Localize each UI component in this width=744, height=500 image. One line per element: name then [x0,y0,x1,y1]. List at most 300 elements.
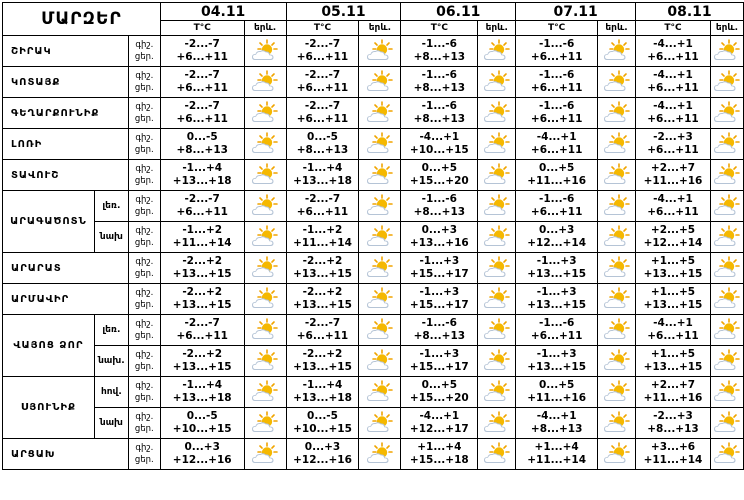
night-temp: 0...+3 [184,441,220,453]
temperature-cell [286,284,359,315]
period-labels [128,346,160,377]
day-temp: +10...+15 [293,423,352,435]
day-temp: +6...+11 [530,51,583,63]
partly-cloudy-sun-icon [711,318,743,342]
temperature-cell [160,377,244,408]
night-temp: -2...+2 [182,286,223,298]
day-temp: +13...+18 [172,392,232,404]
night-temp: -1...+3 [536,348,577,360]
day-temp: +6...+11 [530,330,583,342]
region-name: ԱՐԱՐԱՏ [3,253,129,284]
day-temp: +6...+11 [530,206,583,218]
temperature-cell [401,222,478,253]
night-temp: -2...-7 [184,38,220,50]
day-temp: +11...+16 [643,392,703,404]
day-temp: +12...+16 [172,454,232,466]
partly-cloudy-sun-icon [711,39,743,63]
weather-cell [244,222,286,253]
temperature-cell [286,160,359,191]
temperature-cell [286,98,359,129]
weather-cell [478,36,516,67]
weather-cell [478,253,516,284]
night-temp: +1...+5 [650,286,696,298]
weather-cell [359,377,401,408]
night-temp: -1...-6 [421,193,457,205]
partly-cloudy-sun-icon [478,39,515,63]
weather-cell [359,284,401,315]
weather-cell [359,160,401,191]
temperature-cell [516,377,598,408]
period-labels [128,439,160,470]
night-label: գիշ. [135,133,154,143]
night-temp: -2...-7 [304,193,341,205]
day-label: ցեր. [134,176,154,186]
temperature-cell [286,191,359,222]
night-label: գիշ. [135,381,154,391]
day-temp: +11...+14 [293,237,352,249]
day-temp: +13...+16 [409,237,469,249]
partly-cloudy-sun-icon [245,70,286,94]
night-temp: -4...+1 [419,410,460,422]
night-temp: -1...-6 [539,193,575,205]
day-temp: +13...+15 [643,299,703,311]
partly-cloudy-sun-icon [478,194,515,218]
region-name: ԱՐՑԱԽ [3,439,129,470]
day-temp: +15...+20 [409,175,469,187]
day-temp: +12...+16 [293,454,352,466]
region-row [3,377,744,408]
weather-cell [359,67,401,98]
weather-cell [710,284,743,315]
region-row [3,129,744,160]
weather-cell [710,129,743,160]
temperature-cell [401,408,478,439]
day-label: ցեր. [134,114,154,124]
region-name: ՇԻՐԱԿ [3,36,129,67]
weather-cell [598,129,636,160]
night-temp: +1...+4 [417,441,462,453]
partly-cloudy-sun-icon [711,163,743,187]
weather-cell [478,346,516,377]
weather-cell [710,160,743,191]
night-temp: -4...+1 [419,131,460,143]
night-temp: -2...-7 [304,38,341,50]
partly-cloudy-sun-icon [359,287,400,311]
partly-cloudy-sun-icon [359,318,400,342]
day-temp: +13...+15 [643,268,703,280]
weather-cell [244,67,286,98]
night-temp: -1...+4 [182,379,223,391]
temperature-cell [636,315,711,346]
temperature-cell [636,222,711,253]
day-label: ցեր. [134,238,154,248]
day-temp: +8...+13 [413,82,466,94]
weather-cell [359,36,401,67]
temperature-cell [516,160,598,191]
date-header: 04.11 [160,3,286,21]
night-temp: -1...+2 [302,224,343,236]
night-temp: -4...+1 [536,131,577,143]
weather-cell [598,377,636,408]
day-temp: +6...+11 [296,113,349,125]
period-labels [128,67,160,98]
partly-cloudy-sun-icon [598,70,635,94]
day-temp: +13...+15 [293,299,352,311]
day-temp: +6...+11 [647,144,699,156]
night-temp: -1...+3 [419,255,460,267]
partly-cloudy-sun-icon [245,132,286,156]
night-temp: -1...+4 [182,162,223,174]
night-label: գիշ. [135,412,154,422]
weather-cell [244,191,286,222]
night-temp: 0...-5 [307,131,338,143]
period-labels [128,408,160,439]
weather-col-header: երև. [244,21,286,36]
night-temp: +2...+5 [650,224,696,236]
day-label: ցեր. [134,207,154,217]
day-temp: +15...+17 [409,361,469,373]
night-temp: 0...+5 [421,162,458,174]
temperature-cell [401,129,478,160]
subzone-name: նախ [94,222,128,253]
day-temp: +6...+11 [530,113,583,125]
region-name: ՍՅՈՒՆԻՔ [3,377,95,439]
temperature-cell [401,36,478,67]
partly-cloudy-sun-icon [711,256,743,280]
night-label: գիշ. [135,350,154,360]
partly-cloudy-sun-icon [598,39,635,63]
partly-cloudy-sun-icon [245,287,286,311]
day-temp: +6...+11 [296,206,349,218]
day-temp: +6...+11 [176,113,228,125]
day-temp: +10...+15 [172,423,232,435]
partly-cloudy-sun-icon [711,225,743,249]
night-label: գիշ. [135,164,154,174]
day-temp: +13...+15 [527,361,587,373]
day-temp: +15...+17 [409,268,469,280]
temperature-cell [636,346,711,377]
temperature-cell [401,160,478,191]
weather-cell [359,222,401,253]
partly-cloudy-sun-icon [598,380,635,404]
night-temp: -1...-6 [421,69,457,81]
temperature-cell [636,36,711,67]
partly-cloudy-sun-icon [711,70,743,94]
partly-cloudy-sun-icon [245,101,286,125]
weather-cell [598,408,636,439]
day-temp: +6...+11 [647,330,699,342]
day-temp: +6...+11 [647,113,699,125]
night-temp: -1...+3 [419,348,460,360]
day-temp: +12...+14 [527,237,587,249]
day-label: ցեր. [134,362,154,372]
period-labels [128,36,160,67]
weather-cell [244,439,286,470]
temperature-cell [160,284,244,315]
weather-cell [598,98,636,129]
temperature-cell [516,191,598,222]
weather-col-header: երև. [598,21,636,36]
night-temp: 0...+5 [421,379,458,391]
weather-cell [478,129,516,160]
region-row [3,315,744,346]
night-temp: 0...+5 [538,162,575,174]
partly-cloudy-sun-icon [711,442,743,466]
partly-cloudy-sun-icon [711,380,743,404]
region-name: ԿՈՏԱՅՔ [3,67,129,98]
region-name: ՎԱՅՈՑ ՁՈՐ [3,315,95,377]
partly-cloudy-sun-icon [598,132,635,156]
weather-cell [244,346,286,377]
temperature-cell [636,160,711,191]
weather-cell [710,346,743,377]
subzone-name: նախ. [94,346,128,377]
weather-cell [598,439,636,470]
day-temp: +12...+14 [643,237,703,249]
weather-cell [359,408,401,439]
temperature-cell [160,160,244,191]
day-temp: +15...+17 [409,299,469,311]
temperature-cell [286,67,359,98]
partly-cloudy-sun-icon [359,411,400,435]
partly-cloudy-sun-icon [478,70,515,94]
day-temp: +11...+16 [527,392,587,404]
day-temp: +13...+15 [293,361,352,373]
night-temp: -2...-7 [184,100,220,112]
partly-cloudy-sun-icon [478,411,515,435]
weather-cell [359,191,401,222]
partly-cloudy-sun-icon [711,349,743,373]
partly-cloudy-sun-icon [478,256,515,280]
day-temp: +6...+11 [296,82,349,94]
day-label: ցեր. [134,455,154,465]
partly-cloudy-sun-icon [598,349,635,373]
night-label: գիշ. [135,319,154,329]
day-temp: +11...+14 [643,454,703,466]
weather-cell [598,191,636,222]
partly-cloudy-sun-icon [478,287,515,311]
weather-cell [478,439,516,470]
weather-cell [359,346,401,377]
weather-cell [598,284,636,315]
temperature-cell [286,222,359,253]
temperature-cell [636,129,711,160]
weather-cell [244,284,286,315]
weather-cell [244,129,286,160]
weather-cell [244,98,286,129]
temp-col-header: T°C [160,21,244,36]
temperature-cell [401,191,478,222]
date-header: 08.11 [636,3,744,21]
night-label: գիշ. [135,257,154,267]
night-temp: -1...-6 [539,38,575,50]
partly-cloudy-sun-icon [359,70,400,94]
day-temp: +13...+15 [643,361,703,373]
weather-cell [478,222,516,253]
region-name: ԱՐԱԳԱԾՈՏՆ [3,191,95,253]
partly-cloudy-sun-icon [598,287,635,311]
temperature-cell [286,36,359,67]
partly-cloudy-sun-icon [359,256,400,280]
day-temp: +6...+11 [176,206,228,218]
temperature-cell [160,36,244,67]
weather-cell [478,98,516,129]
day-temp: +6...+11 [647,51,699,63]
regions-header: ՄԱՐԶԵՐ [3,3,161,36]
weather-col-header: երև. [710,21,743,36]
night-temp: -2...+3 [653,410,693,422]
subzone-name: հով. [94,377,128,408]
night-temp: -2...-7 [184,317,220,329]
weather-cell [710,36,743,67]
weather-cell [244,315,286,346]
date-header: 07.11 [516,3,636,21]
night-temp: -1...-6 [421,38,457,50]
day-temp: +6...+11 [530,82,583,94]
period-labels [128,160,160,191]
day-temp: +8...+13 [296,144,349,156]
night-temp: -4...+1 [653,100,693,112]
temperature-cell [516,36,598,67]
partly-cloudy-sun-icon [245,194,286,218]
day-temp: +6...+11 [647,82,699,94]
weather-cell [244,377,286,408]
partly-cloudy-sun-icon [598,411,635,435]
partly-cloudy-sun-icon [245,163,286,187]
day-label: ցեր. [134,52,154,62]
temperature-cell [516,67,598,98]
night-temp: 0...-5 [186,131,218,143]
day-temp: +11...+16 [643,175,703,187]
region-row [3,222,744,253]
weather-cell [478,67,516,98]
partly-cloudy-sun-icon [478,163,515,187]
temperature-cell [160,408,244,439]
partly-cloudy-sun-icon [245,318,286,342]
night-temp: +3...+6 [650,441,696,453]
partly-cloudy-sun-icon [359,349,400,373]
partly-cloudy-sun-icon [598,163,635,187]
weather-cell [478,191,516,222]
temperature-cell [516,284,598,315]
day-label: ցեր. [134,331,154,341]
night-temp: -2...+2 [182,348,223,360]
temperature-cell [401,315,478,346]
day-temp: +13...+15 [172,299,232,311]
night-temp: 0...+5 [538,379,575,391]
weather-cell [244,408,286,439]
partly-cloudy-sun-icon [245,349,286,373]
day-temp: +13...+15 [172,268,232,280]
partly-cloudy-sun-icon [478,349,515,373]
day-label: ցեր. [134,393,154,403]
night-temp: -1...-6 [421,100,457,112]
temperature-cell [160,129,244,160]
temperature-cell [401,67,478,98]
night-temp: +1...+5 [650,348,696,360]
partly-cloudy-sun-icon [711,101,743,125]
temperature-cell [286,377,359,408]
temperature-cell [636,67,711,98]
partly-cloudy-sun-icon [359,132,400,156]
day-temp: +11...+16 [527,175,587,187]
temperature-cell [636,408,711,439]
night-temp: -1...+3 [536,286,577,298]
temperature-cell [636,377,711,408]
partly-cloudy-sun-icon [478,101,515,125]
temperature-cell [160,222,244,253]
partly-cloudy-sun-icon [598,256,635,280]
night-temp: 0...+3 [304,441,341,453]
temperature-cell [160,253,244,284]
weather-cell [710,253,743,284]
weather-cell [598,36,636,67]
period-labels [128,253,160,284]
weather-cell [359,253,401,284]
night-temp: -4...+1 [653,38,693,50]
period-labels [128,191,160,222]
day-label: ցեր. [134,83,154,93]
night-temp: 0...+3 [538,224,575,236]
subzone-name: լեռ. [94,191,128,222]
day-temp: +8...+13 [176,144,228,156]
temperature-cell [401,98,478,129]
day-label: ցեր. [134,269,154,279]
night-temp: -2...-7 [304,69,341,81]
night-temp: -2...-7 [184,69,220,81]
weather-cell [478,408,516,439]
region-row [3,67,744,98]
day-temp: +15...+18 [409,454,469,466]
temperature-cell [401,284,478,315]
region-row [3,284,744,315]
temperature-cell [286,439,359,470]
region-row [3,439,744,470]
region-row [3,346,744,377]
partly-cloudy-sun-icon [478,318,515,342]
temperature-cell [516,408,598,439]
day-temp: +6...+11 [530,144,583,156]
period-labels [128,129,160,160]
date-header: 05.11 [286,3,401,21]
day-temp: +12...+17 [409,423,469,435]
night-temp: +2...+7 [650,162,696,174]
night-label: գիշ. [135,71,154,81]
temperature-cell [516,98,598,129]
night-temp: -1...-6 [539,69,575,81]
temperature-cell [160,439,244,470]
partly-cloudy-sun-icon [478,442,515,466]
night-temp: -4...+1 [653,193,693,205]
temperature-cell [286,408,359,439]
night-temp: -2...+2 [302,255,343,267]
temp-col-header: T°C [516,21,598,36]
weather-cell [710,222,743,253]
region-row [3,253,744,284]
partly-cloudy-sun-icon [245,225,286,249]
night-temp: +2...+7 [650,379,696,391]
temperature-cell [286,253,359,284]
weather-col-header: երև. [478,21,516,36]
night-label: գիշ. [135,443,154,453]
partly-cloudy-sun-icon [359,101,400,125]
day-temp: +13...+18 [293,175,352,187]
day-temp: +6...+11 [296,330,349,342]
night-label: գիշ. [135,102,154,112]
period-labels [128,98,160,129]
region-row [3,191,744,222]
weather-cell [710,191,743,222]
